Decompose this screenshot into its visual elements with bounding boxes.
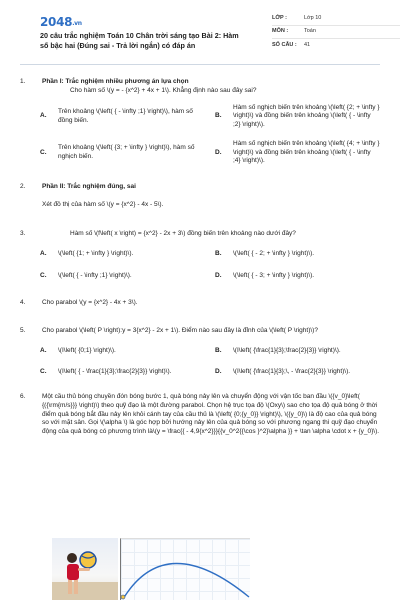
option-d[interactable] [215, 272, 380, 281]
option-c[interactable] [40, 368, 205, 377]
question-3 [20, 230, 380, 239]
question-number: 2. [20, 183, 26, 191]
question-stem: Một cầu thủ bóng chuyền đón bóng bước 1, quả bóng nảy lên và chuyển động với vận tốc ban đầu \({v_0}\left( {({\rm{m/s}}} \right)\) theo quỹ đạo là một đường parabol. Chọn hệ trục tọa độ \(Oxy\) sao cho tọa độ quả bóng ở thời điểm quả bóng bắt đầu nảy lên khỏi cánh tay của cầu thủ là \(\left( {0;{y_0}} \right)\), \({y_0}\) là độ cao của quả bóng so với mặt sân. Gọi \(\alpha \) là góc hợp bởi hướng nảy lên của quả bóng so với phương ngang thì quỹ đạo chuyển động của quả bóng có phương trình là\(y = \frac{{ - 4,9{x^2}}}{{v_0^2{{\cos }^2}\alpha }} + \tan \alpha \cdot x + {y_0}\). [42, 393, 380, 436]
question-6 [20, 393, 380, 437]
player-drawing [52, 538, 118, 600]
option-d[interactable] [215, 140, 380, 166]
meta-table [272, 13, 400, 52]
meta-value: 41 [304, 41, 311, 48]
question-number: 6. [20, 393, 26, 401]
option-text: \(I\left( {0;1} \right)\). [58, 347, 116, 355]
option-text: \(\left( { - 2; + \infty } \right)\). [233, 250, 315, 258]
option-a[interactable] [40, 104, 205, 130]
page-header [20, 0, 380, 64]
option-letter: B. [215, 112, 222, 120]
option-letter: B. [215, 347, 222, 355]
options-q3 [20, 250, 380, 281]
question-number: 5. [20, 326, 26, 334]
question-list [20, 78, 380, 437]
option-letter: C. [40, 368, 47, 376]
question-number: 1. [20, 78, 26, 85]
option-b[interactable] [215, 104, 380, 130]
logo-suffix: .vn [72, 20, 82, 27]
option-b[interactable] [215, 250, 380, 259]
option-text: Hàm số nghịch biến trên khoảng \(\left( {4; + \infty } \right)\) và đồng biến trên khoảng \(\left( { - \infty ;4} \right)\). [233, 139, 380, 165]
option-a[interactable] [40, 347, 205, 356]
parabola-curve [121, 539, 251, 600]
option-text: Trên khoảng \(\left( {3; + \infty } \right)\), hàm số nghịch biến. [58, 144, 195, 160]
option-text: \(\left( {1; + \infty } \right)\). [58, 250, 134, 258]
option-letter: D. [215, 368, 222, 376]
meta-value: Lớp 10 [304, 15, 322, 22]
volleyball-player-image [52, 538, 118, 600]
section-title: Phần I: Trắc nghiệm nhiều phương án lựa chọn [42, 78, 189, 85]
question-stem: Xét đồ thị của hàm số \(y = {x^2} - 4x - 5\). [42, 200, 164, 208]
option-text: Hàm số nghịch biến trên khoảng \(\left( {2; + \infty } \right)\) và đồng biến trên khoảng \(\left( { - \infty ;2} \right)\). [233, 103, 380, 129]
meta-key: LỚP : [272, 15, 287, 22]
option-letter: D. [215, 148, 222, 156]
option-text: \(\left( { - \infty ;1} \right)\). [58, 272, 132, 280]
option-text: \(I\left( {\frac{1}{3};\, - \frac{2}{3}} \right)\). [233, 368, 351, 376]
option-letter: A. [40, 250, 47, 258]
option-text: \(I\left( { - \frac{1}{3};\frac{2}{3}} \right)\). [58, 368, 172, 376]
option-letter: C. [40, 272, 47, 280]
question-5 [20, 327, 380, 336]
meta-row-count [272, 39, 400, 52]
meta-row-subject [272, 26, 400, 39]
logo-text: 2048 [40, 15, 73, 29]
options-q1 [20, 104, 380, 167]
question-1 [20, 78, 380, 96]
question-4 [20, 299, 380, 308]
option-c[interactable] [40, 140, 205, 166]
header-divider [20, 64, 380, 65]
option-text: \(I\left( {\frac{1}{3};\frac{2}{3}} \right)\). [233, 347, 341, 355]
site-logo[interactable] [40, 14, 82, 30]
option-c[interactable] [40, 272, 205, 281]
option-text: \(\left( { - 3; + \infty } \right)\). [233, 272, 315, 280]
option-letter: A. [40, 112, 47, 120]
option-text: Trên khoảng \(\left( { - \infty ;1} \right)\), hàm số đồng biến. [58, 107, 193, 124]
trajectory-graph [120, 538, 250, 600]
meta-key: SỐ CÂU : [272, 41, 297, 48]
option-d[interactable] [215, 368, 380, 377]
meta-row-grade [272, 13, 400, 26]
question-number: 3. [20, 229, 26, 237]
option-letter: B. [215, 250, 222, 258]
section-title: Phần II: Trắc nghiệm đúng, sai [42, 183, 136, 191]
meta-key: MÔN : [272, 28, 289, 35]
question-stem: Cho parabol \(y = {x^2} - 4x + 3\). [42, 298, 138, 306]
page-title: 20 câu trắc nghiệm Toán 10 Chân trời sáng tạo Bài 2: Hàm số bậc hai (Đúng sai - Trả lời ngắn) có đáp án [40, 31, 239, 51]
option-letter: A. [40, 347, 47, 355]
option-letter: C. [40, 148, 47, 156]
options-q5 [20, 347, 380, 377]
option-a[interactable] [40, 250, 205, 259]
option-letter: D. [215, 272, 222, 280]
meta-value: Toán [304, 28, 316, 35]
question-stem: Cho hàm số \(y = - {x^2} + 4x + 1\). Khẳng định nào sau đây sai? [70, 86, 257, 94]
question-stem: Hàm số \(f\left( x \right) = {x^2} - 2x + 3\) đồng biến trên khoảng nào dưới đây? [70, 229, 296, 237]
question-number: 4. [20, 298, 26, 306]
question-2 [20, 183, 380, 210]
option-b[interactable] [215, 347, 380, 356]
question-stem: Cho parabol \(\left( P \right):y = 3{x^2} - 2x + 1\). Điểm nào sau đây là đỉnh của \(\left( P \right)\)? [42, 326, 318, 334]
